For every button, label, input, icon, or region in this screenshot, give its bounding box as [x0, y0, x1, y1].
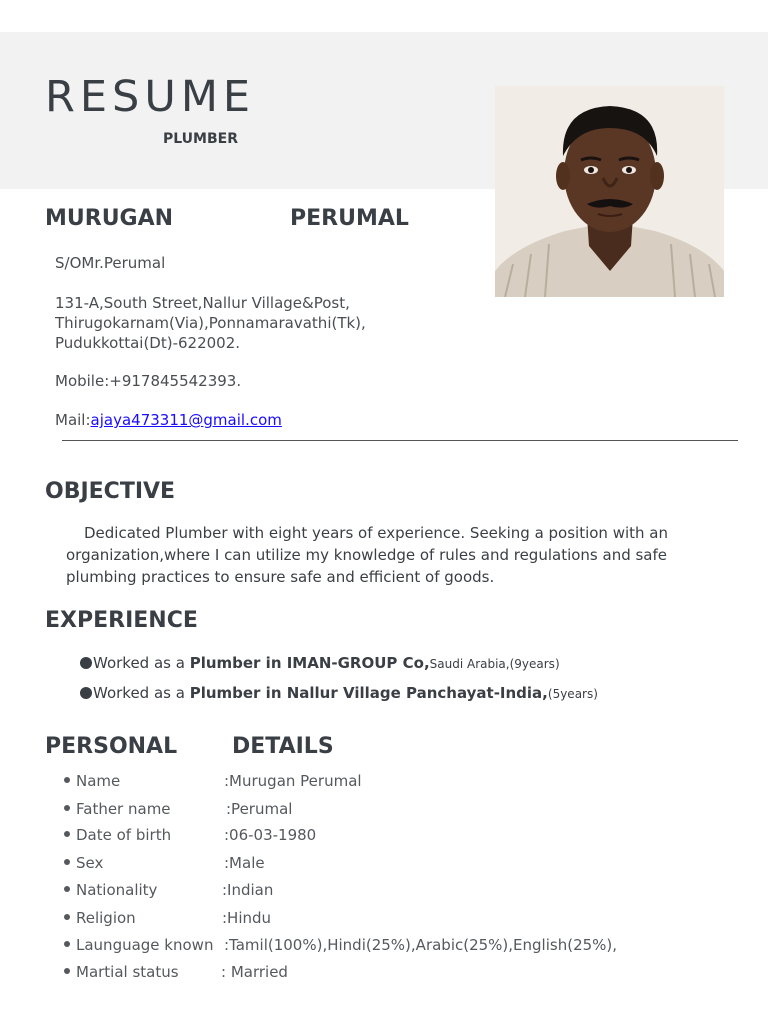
address-line-3: Pudukkottai(Dt)-622002. — [55, 334, 241, 352]
email-line — [55, 410, 282, 430]
bullet-icon — [64, 941, 70, 947]
objective-line-3: plumbing practices to ensure safe and efficient of goods. — [66, 568, 495, 586]
bullet-icon — [64, 831, 70, 837]
bullet-icon — [80, 657, 92, 669]
objective-heading: OBJECTIVE — [45, 479, 176, 504]
bullet-icon — [64, 886, 70, 892]
objective-line-2: organization,where I can utilize my knowledge of rules and regulations and safe — [66, 546, 668, 564]
objective-line-1: Dedicated Plumber with eight years of experience. Seeking a position with an — [84, 524, 668, 542]
bullet-icon — [80, 687, 92, 699]
objective-text — [66, 522, 706, 588]
detail-row-father: Father name :Perumal — [64, 800, 226, 818]
personal-heading-word-1: PERSONAL — [45, 734, 178, 759]
email-link[interactable]: ajaya473311@gmail.com — [90, 411, 282, 429]
detail-row-dob: Date of birth :06-03-1980 — [64, 826, 226, 844]
bullet-icon — [64, 777, 70, 783]
detail-row-religion: Religion :Hindu — [64, 909, 226, 927]
experience-item: Worked as a Plumber in Nallur Village Panchayat-India,(5years) — [80, 684, 598, 702]
address-line-1: 131-A,South Street,Nallur Village&Post, — [55, 294, 350, 312]
detail-row-language: Launguage known :Tamil(100%),Hindi(25%),Arabic(25%),English(25%), — [64, 936, 226, 954]
bullet-icon — [64, 914, 70, 920]
experience-item: Worked as a Plumber in IMAN-GROUP Co,Saudi Arabia,(9years) — [80, 654, 560, 672]
bullet-icon — [64, 968, 70, 974]
detail-row-sex: Sex :Male — [64, 854, 226, 872]
last-name: PERUMAL — [290, 206, 409, 231]
divider — [62, 440, 738, 441]
email-label: Mail: — [55, 411, 91, 429]
first-name: MURUGAN — [45, 206, 174, 231]
bullet-icon — [64, 859, 70, 865]
bullet-icon — [64, 805, 70, 811]
experience-heading: EXPERIENCE — [45, 608, 198, 633]
detail-row-marital: Martial status : Married — [64, 963, 226, 981]
detail-row-nationality: Nationality :Indian — [64, 881, 226, 899]
resume-title: RESUME — [45, 72, 256, 122]
profile-photo — [495, 86, 724, 297]
parent-name: S/OMr.Perumal — [55, 254, 166, 272]
detail-row-name: Name :Murugan Perumal — [64, 772, 226, 790]
mobile-number: Mobile:+917845542393. — [55, 372, 242, 390]
address-line-2: Thirugokarnam(Via),Ponnamaravathi(Tk), — [55, 314, 366, 332]
personal-heading-word-2: DETAILS — [232, 734, 334, 759]
job-title: PLUMBER — [163, 131, 238, 147]
